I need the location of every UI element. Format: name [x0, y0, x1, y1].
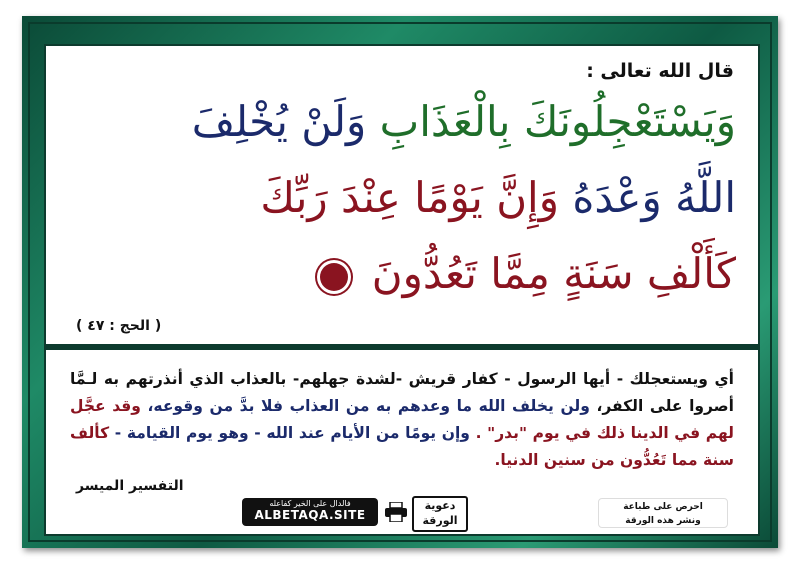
albetaqa-logo — [412, 496, 468, 532]
tafsir-part-4: وإن يومًا من الأيام عند الله - وهو يوم القيامة - — [114, 424, 470, 442]
section-divider — [44, 344, 760, 350]
printer-icon — [384, 502, 408, 522]
verse-line-3 — [320, 250, 736, 298]
verse-line-1-part-b: وَلَنْ يُخْلِفَ — [191, 97, 367, 146]
footer-site — [242, 498, 378, 526]
content-card — [44, 44, 760, 536]
logo-line-2: الورقة — [422, 514, 458, 527]
verse-intro: قال الله تعالى : — [586, 60, 734, 82]
verse-line-2-part-a: اللَّهُ وَعْدَهُ — [572, 173, 736, 222]
site-url: ALBETAQA.SITE — [254, 508, 366, 522]
verse-line-1-part-a: وَيَسْتَعْجِلُونَكَ بِالْعَذَابِ — [379, 97, 736, 146]
site-slogan: فالدال على الخير كفاعله — [269, 499, 351, 508]
footer-print-note — [598, 498, 728, 528]
verse-section — [46, 46, 758, 340]
print-note-line-2: ونشر هذه الورقة — [625, 516, 701, 526]
verse-line-2-part-b: وَإِنَّ يَوْمًا عِنْدَ رَبِّكَ — [260, 173, 559, 222]
footer-bar — [242, 498, 728, 526]
tafsir-part-1: أي ويستعجلك - أيها الرسول - كفار قريش -لشدة جهلهم- بالعذاب الذي أنذرتهم به لـمَّا أصروا على الكفر، — [70, 370, 734, 415]
logo-line-1: دعوية — [424, 499, 456, 512]
verse-end-marker-icon — [320, 263, 348, 291]
verse-line-3-text: كَأَلْفِ سَنَةٍ مِمَّا تَعُدُّونَ — [371, 249, 736, 298]
print-note-line-1: احرص على طباعة — [623, 502, 703, 512]
tafsir-part-3: وقد عجَّل لهم في الدينا ذلك في يوم "بدر" . — [70, 397, 734, 442]
tafsir-text — [70, 366, 734, 474]
verse-line-1 — [192, 98, 736, 146]
tafsir-source: التفسير الميسر — [76, 478, 184, 494]
verse-line-2 — [260, 174, 736, 222]
tafsir-part-2: ولن يخلف الله ما وعدهم به من العذاب فلا بدَّ من وقوعه، — [147, 397, 590, 415]
tafsir-part-5: كألف سنة مما تَعُدُّون من سنين الدنيا. — [70, 424, 734, 469]
verse-reference: ( الحج : ٤٧ ) — [76, 318, 162, 334]
